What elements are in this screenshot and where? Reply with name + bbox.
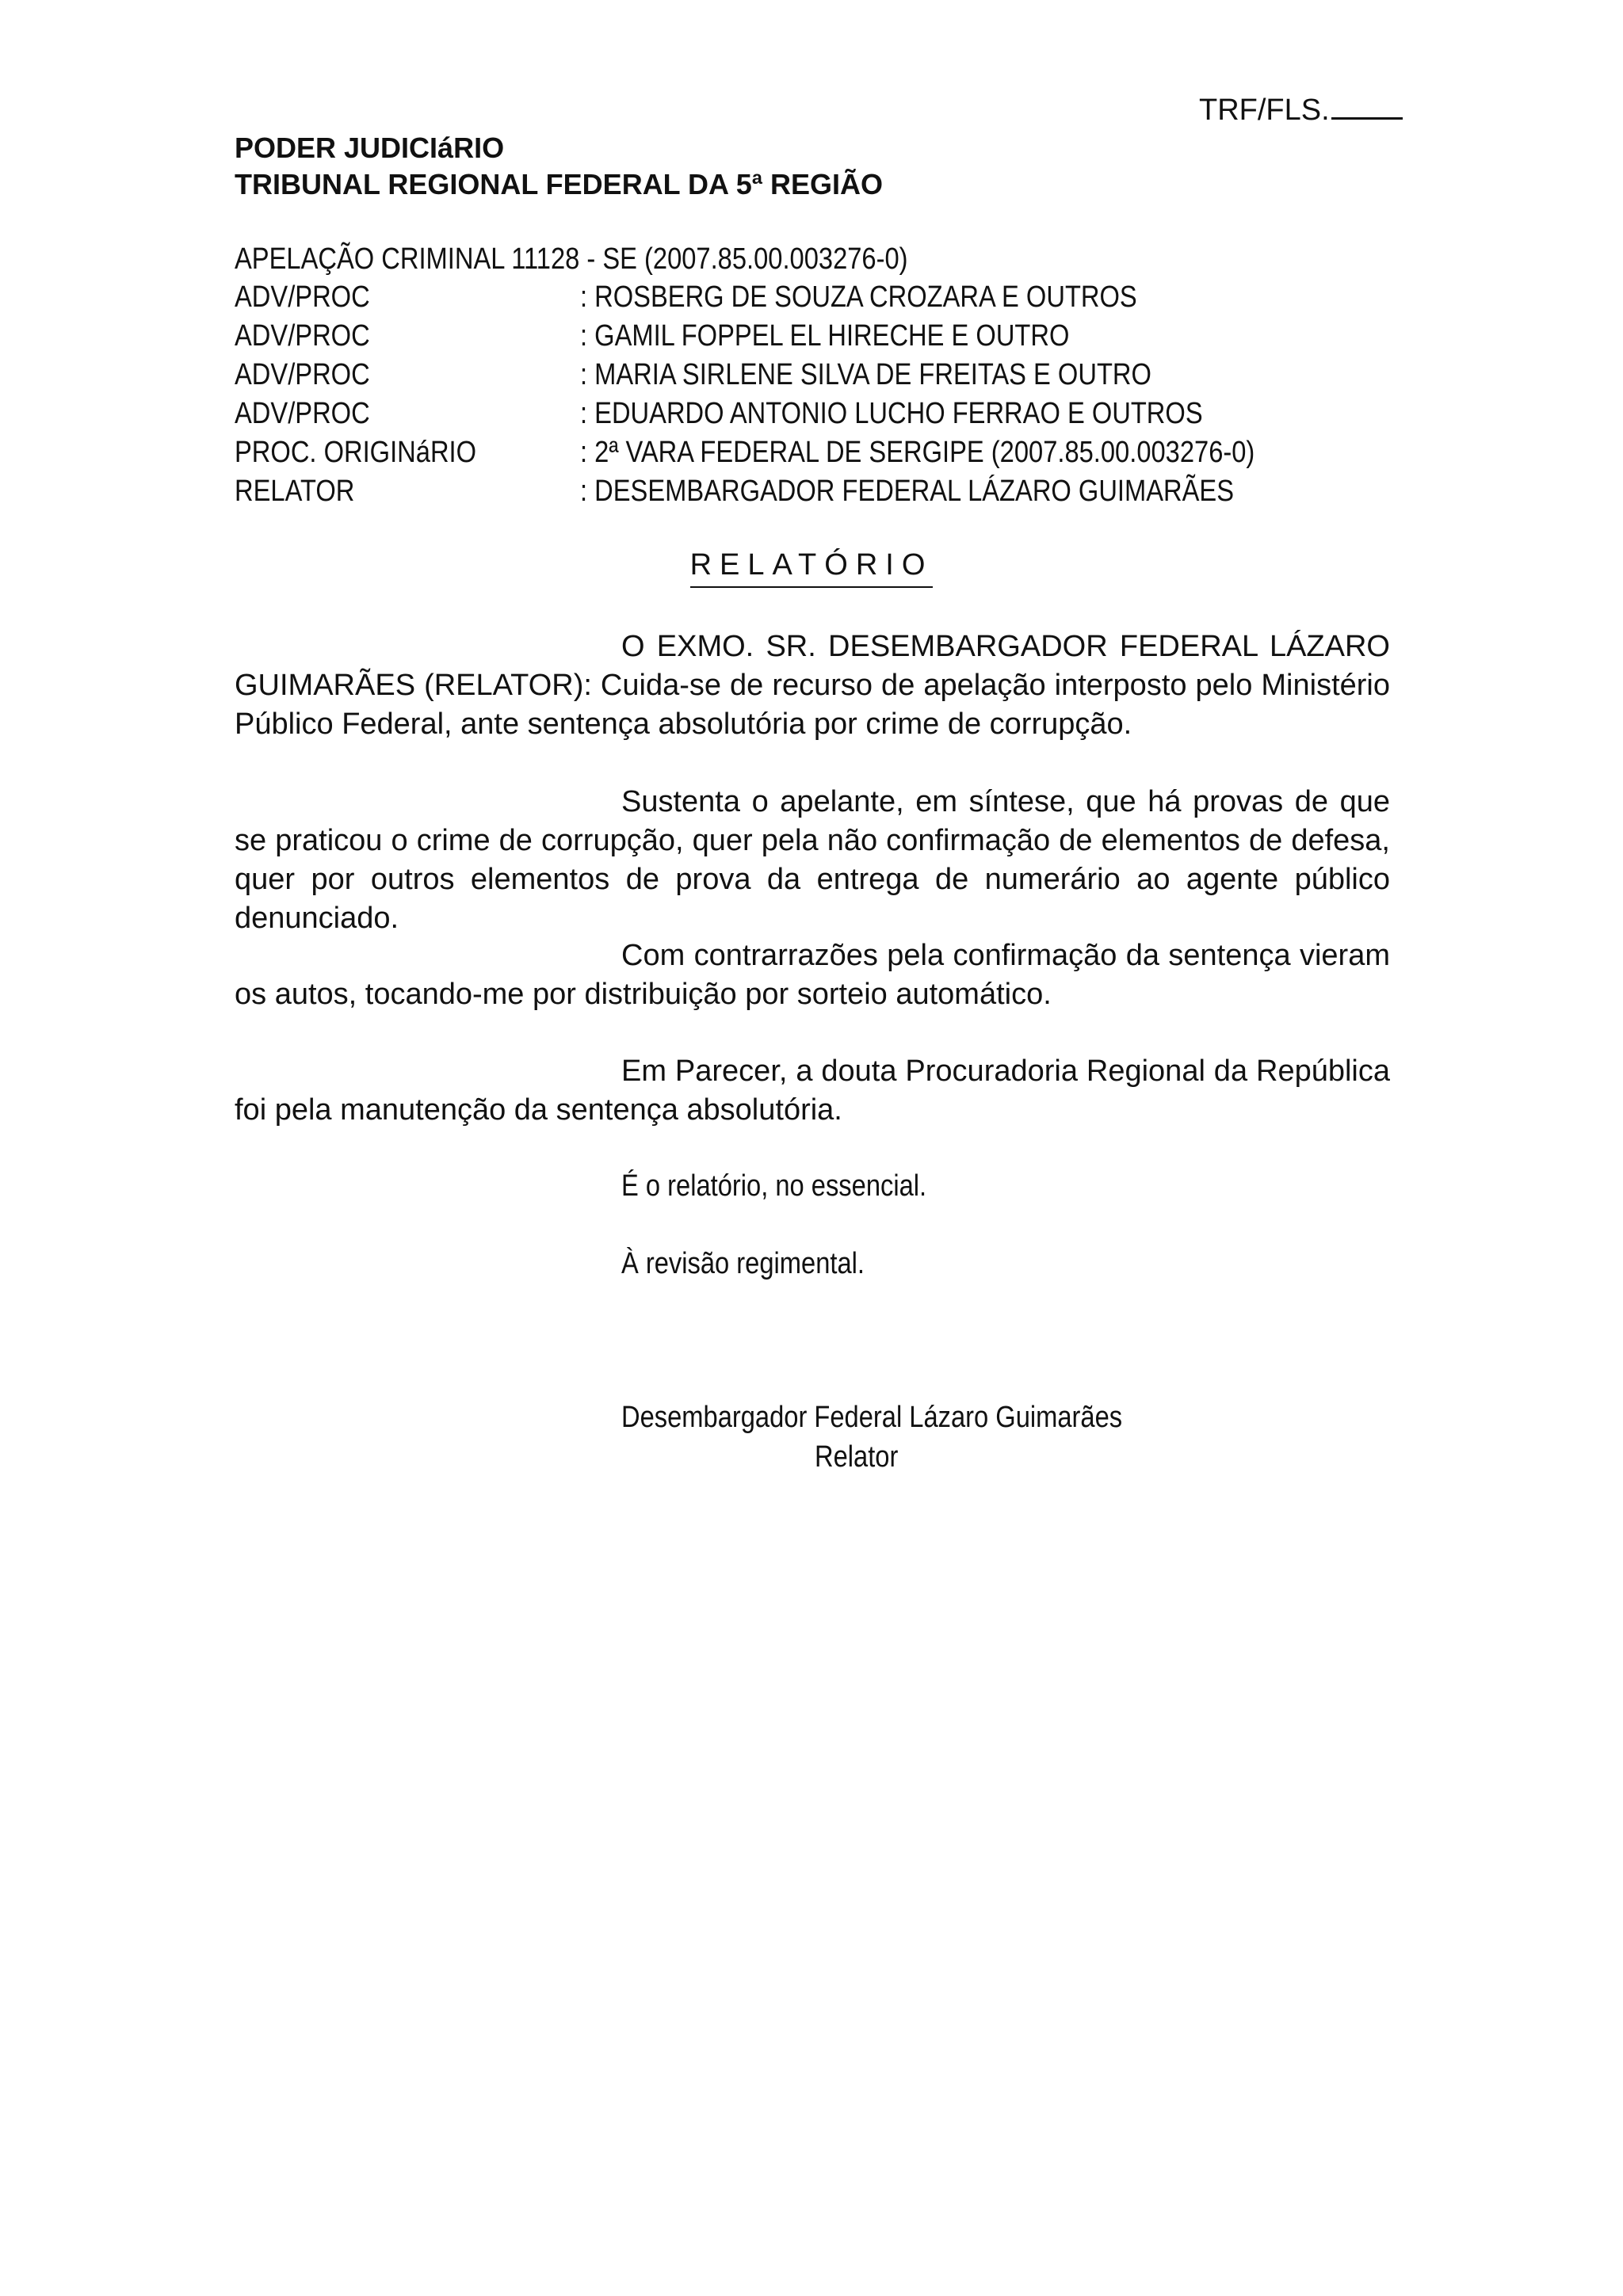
paragraph-text: O EXMO. SR. DESEMBARGADOR FEDERAL LÁZARO GUIMARÃES (RELATOR): Cuida-se de recurso de apelação interposto pelo Ministério Público Federal, ante sentença absolutória por crime de corrupção. bbox=[235, 630, 1390, 741]
report-paragraph bbox=[235, 1052, 1390, 1130]
closing-statement: É o relatório, no essencial. bbox=[621, 1169, 927, 1203]
party-value: : EDUARDO ANTONIO LUCHO FERRAO E OUTROS bbox=[580, 397, 1203, 430]
case-title: APELAÇÃO CRIMINAL 11128 - SE (2007.85.00.003276-0) bbox=[235, 242, 908, 276]
report-paragraph bbox=[235, 936, 1390, 1014]
party-label: ADV/PROC bbox=[235, 358, 370, 391]
report-paragraph bbox=[235, 783, 1390, 938]
folio-field bbox=[1199, 93, 1403, 128]
party-label: ADV/PROC bbox=[235, 319, 370, 353]
report-heading-text: RELATÓRIO bbox=[690, 548, 934, 588]
party-value: : 2ª VARA FEDERAL DE SERGIPE (2007.85.00.003276-0) bbox=[580, 436, 1255, 469]
folio-label: TRF/FLS. bbox=[1199, 93, 1330, 127]
party-label: RELATOR bbox=[235, 475, 355, 508]
paragraph-text: Sustenta o apelante, em síntese, que há provas de que se praticou o crime de corrupção, quer pela não confirmação de elementos de defesa, quer por outros elementos de prova da entrega de numerário ao agente público denunciado. bbox=[235, 785, 1390, 935]
party-value: : ROSBERG DE SOUZA CROZARA E OUTROS bbox=[580, 280, 1137, 314]
party-value: : GAMIL FOPPEL EL HIRECHE E OUTRO bbox=[580, 319, 1070, 353]
party-label: PROC. ORIGINáRIO bbox=[235, 436, 477, 469]
party-label: ADV/PROC bbox=[235, 280, 370, 314]
paragraph-text: Em Parecer, a douta Procuradoria Regional da República foi pela manutenção da sentença absolutória. bbox=[235, 1055, 1390, 1127]
signature-role: Relator bbox=[815, 1440, 899, 1474]
paragraph-text: Com contrarrazões pela confirmação da sentença vieram os autos, tocando-me por distribuição por sorteio automático. bbox=[235, 939, 1390, 1011]
party-value: : MARIA SIRLENE SILVA DE FREITAS E OUTRO bbox=[580, 358, 1151, 391]
party-value: : DESEMBARGADOR FEDERAL LÁZARO GUIMARÃES bbox=[580, 475, 1235, 508]
folio-blank bbox=[1331, 93, 1403, 120]
report-heading bbox=[0, 548, 1623, 582]
court-line-1: PODER JUDICIáRIO bbox=[235, 132, 505, 164]
closing-referral: À revisão regimental. bbox=[621, 1247, 865, 1280]
party-label: ADV/PROC bbox=[235, 397, 370, 430]
court-line-2: TRIBUNAL REGIONAL FEDERAL DA 5ª REGIÃO bbox=[235, 168, 884, 200]
signature-name: Desembargador Federal Lázaro Guimarães bbox=[621, 1401, 1123, 1434]
report-paragraph bbox=[235, 627, 1390, 744]
